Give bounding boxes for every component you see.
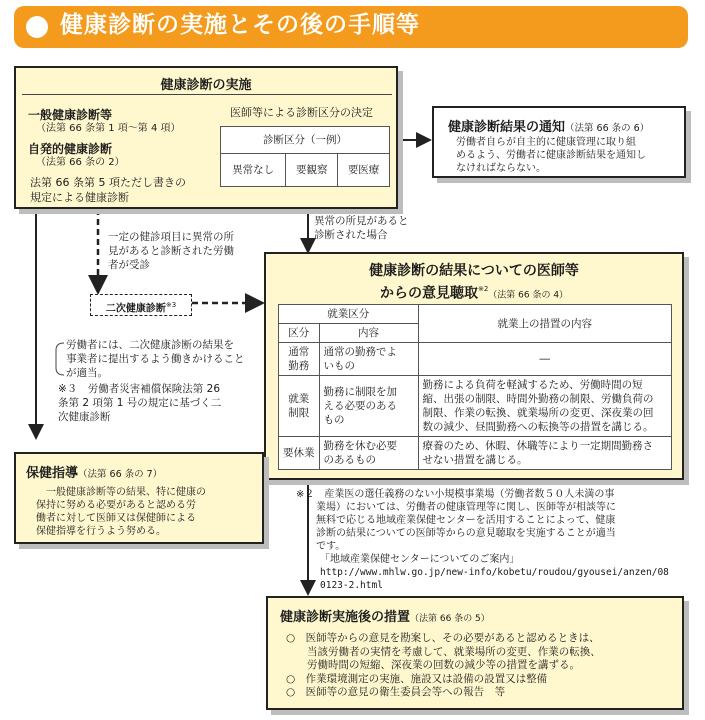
col-division: 区分 — [279, 324, 320, 343]
opinion-heading-line2 — [266, 280, 682, 304]
after-item-line: ○ 医師等からの意見を勘案し、その必要があると認めるときは、 — [286, 632, 600, 644]
row-content: 勤務に制限を加 える必要のある もの — [319, 376, 418, 437]
opinion-box — [264, 252, 684, 480]
table-row — [279, 376, 672, 437]
division-none: 異常なし — [221, 154, 286, 187]
proviso-line1: 法第 66 条第 5 項ただし書きの — [30, 176, 186, 189]
opinion-table — [278, 304, 672, 470]
col-measures: 就業上の措置の内容 — [418, 305, 672, 343]
secondary-note — [66, 338, 245, 380]
footnote-3-line: ※３ 労働者災害補償保険法第 26 — [58, 383, 220, 395]
exam-title-divider — [22, 94, 392, 95]
footnote-2 — [296, 488, 669, 592]
secondary-exam-label: 二次健康診断 — [105, 303, 166, 315]
secondary-note-line: 事業者に提出するよう働きかけること — [66, 353, 245, 365]
guidance-ref: （法第 66 条の 7） — [78, 469, 163, 480]
secondary-note-line: 労働者には、二次健康診断の結果を — [66, 339, 234, 351]
guidance-heading — [26, 462, 162, 481]
footnote-2-line: です。 — [296, 541, 346, 552]
footnote-2-line: 業場）においては、労働者の健康管理等に関し、医師等が相談等に — [296, 502, 616, 513]
table-row — [279, 437, 672, 470]
footnote-3-line: 条第 2 項第 1 号の規定に基づく二 — [58, 397, 222, 409]
exam-title: 健康診断の実施 — [160, 78, 252, 93]
notify-box — [432, 106, 686, 178]
division-table — [220, 126, 390, 187]
opinion-ref: （法第 66 条の 4） — [488, 290, 569, 301]
footnote-2-url[interactable]: http://www.mhlw.go.jp/new-info/kobetu/roudou/gyousei/anzen/08 — [320, 567, 669, 578]
division-medical: 要医療 — [338, 154, 390, 187]
general-exam-ref: （法第 66 条第 1 項～第 4 項） — [36, 123, 181, 134]
notify-ref: （法第 66 条の 6） — [565, 123, 650, 134]
after-item-line: 当該労働者の実情を考慮して、就業場所の変更、作業の転換、 — [286, 645, 601, 658]
guidance-body-line: 働者に対して医師又は保健師による — [36, 513, 196, 524]
notify-body-line: なければならない。 — [456, 163, 546, 174]
after-title: 健康診断実施後の措置 — [280, 610, 411, 625]
secondary-label-line: 者が受診 — [108, 259, 150, 271]
division-observe: 要観察 — [286, 154, 338, 187]
row-measure: 勤務による負荷を軽減するため、労働時間の短 縮、出張の制限、時間外勤務の制限、労働負荷の 制限、作業の転換、就業場所の変更、深夜業の回 数の減少、昼間勤務への転換等の措置を講じる。 — [418, 376, 672, 437]
guidance-body-line: 保持に努める必要があると認める労 — [36, 500, 196, 511]
guidance-title: 保健指導 — [26, 466, 79, 481]
after-item-line: ○ 医師等の意見の衛生委員会等への報告 等 — [286, 686, 506, 698]
secondary-arrow-label — [108, 230, 234, 272]
notify-body-line: めるよう、労働者に健康診断結果を通知し — [456, 150, 646, 161]
row-division: 通常 勤務 — [279, 343, 320, 376]
secondary-exam-box — [90, 294, 192, 316]
row-division: 就業 制限 — [279, 376, 320, 437]
opinion-mark: ※2 — [477, 285, 489, 293]
row-measure: ― — [418, 343, 672, 376]
secondary-label-line: 一定の健診項目に異常の所 — [108, 231, 234, 243]
division-title: 診断区分（一例） — [221, 127, 390, 154]
after-box — [266, 596, 684, 710]
row-measure: 療養のため、休暇、休職等により一定期間勤務さ せない措置を講じる。 — [418, 437, 672, 470]
footnote-2-line: ※２ 産業医の選任義務のない小規模事業場（労働者数５０人未満の事 — [296, 489, 615, 500]
col-content: 内容 — [319, 324, 418, 343]
guidance-body-line: 一般健康診断等の結果、特に健康の — [46, 487, 206, 498]
footnote-2-line: 無料で応じる地域産業保健センターを活用することによって、健康 — [296, 515, 616, 526]
page-title: 健康診断の実施とその後の手順等 — [60, 12, 420, 38]
secondary-note-line: が適当。 — [66, 367, 108, 379]
row-division: 要休業 — [279, 437, 320, 470]
after-item-line: 労働時間の短縮、深夜業の回数の減少等の措置を講ずる。 — [286, 659, 580, 671]
after-items — [286, 632, 601, 700]
row-content: 通常の勤務でよ いもの — [319, 343, 418, 376]
row-content: 勤務を休む必要 のあるもの — [319, 437, 418, 470]
after-heading — [280, 606, 490, 625]
after-item-line: ○ 作業環境測定の実施、施設又は設備の設置又は整備 — [286, 672, 548, 685]
notify-body-line: 労働者自らが自主的に健康管理に取り組 — [456, 137, 636, 148]
footnote-2-url-cont[interactable]: 0123-2.html — [320, 580, 383, 591]
abnormal-label-line: 異常の所見があると — [314, 215, 409, 227]
abnormal-arrow-label — [314, 214, 409, 242]
guidance-box — [14, 452, 264, 544]
notify-body — [456, 136, 646, 175]
notify-title: 健康診断結果の通知 — [448, 120, 566, 135]
secondary-label-line: 見があると診断された労働 — [108, 245, 234, 257]
doctor-decision: 医師等による診断区分の決定 — [230, 106, 373, 119]
secondary-exam-mark: ※3 — [165, 301, 177, 309]
abnormal-label-line: 診断された場合 — [314, 229, 388, 241]
footnote-3-line: 次健康診断 — [58, 411, 111, 423]
general-exam-label: 一般健康診断等 — [28, 108, 113, 122]
after-ref: （法第 66 条の 5） — [410, 614, 490, 624]
opinion-title-line2: からの意見聴取 — [379, 285, 478, 302]
col-work-division: 就業区分 — [279, 305, 419, 324]
guidance-body — [36, 486, 206, 538]
voluntary-exam-ref: （法第 66 条の 2） — [36, 157, 125, 168]
table-row — [279, 343, 672, 376]
exam-box — [14, 66, 398, 209]
footnote-2-link-title: 「地域産業保健センターについてのご案内」 — [320, 554, 520, 565]
notify-heading — [448, 116, 649, 135]
opinion-title-line1: 健康診断の結果についての医師等 — [369, 263, 579, 279]
footnote-3 — [58, 382, 221, 424]
voluntary-exam-label: 自発的健康診断 — [28, 142, 113, 156]
footnote-2-line: 診断の結果についての医師等からの意見聴取を実施することが適当 — [296, 528, 616, 539]
proviso-line2: 規定による健康診断 — [30, 191, 129, 204]
guidance-body-line: 保健指導を行うよう努める。 — [36, 526, 166, 537]
